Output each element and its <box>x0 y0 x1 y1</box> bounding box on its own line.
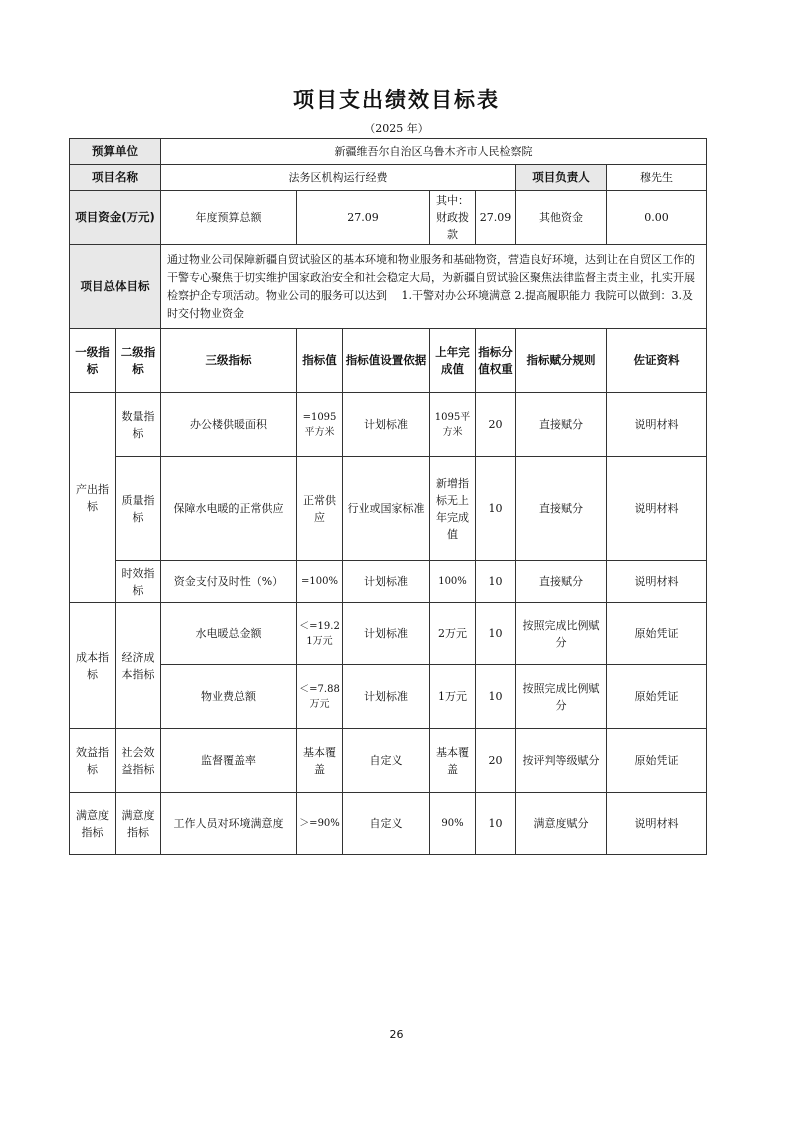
table-row <box>70 603 707 665</box>
header-level2: 二级指标 <box>116 329 161 393</box>
header-last-year: 上年完成值 <box>430 329 476 393</box>
indicator-weight: 10 <box>476 457 516 561</box>
subgroup-quality: 质量指标 <box>116 457 161 561</box>
subgroup-satisfaction: 满意度指标 <box>116 793 161 855</box>
indicator-last-year: 2万元 <box>430 603 476 665</box>
header-value: 指标值 <box>297 329 343 393</box>
indicator-value: ＞=90% <box>297 793 343 855</box>
indicator-basis: 行业或国家标准 <box>343 457 430 561</box>
subgroup-quantity: 数量指标 <box>116 393 161 457</box>
indicator-value: =1095平方米 <box>297 393 343 457</box>
header-basis: 指标值设置依据 <box>343 329 430 393</box>
indicator-last-year: 100% <box>430 561 476 603</box>
other-funds-cell <box>516 191 607 245</box>
indicator-name: 水电暖总金额 <box>161 603 297 665</box>
annual-total-value: 27.09 <box>297 191 430 245</box>
other-funds-label: 其他资金 <box>539 211 583 224</box>
table-row <box>70 729 707 793</box>
goal-text: 通过物业公司保障新疆自贸试验区的基本环境和物业服务和基础物资，营造良好环境，达到让在自贸区工作的干警专心聚焦于切实维护国家政治安全和社会稳定大局，为新疆自贸试验区聚焦法律监督主责主业，扎实开展检察护企专项活动。物业公司的服务可以达到 1.干警对办公环境满意 2.提高履职能力 我院可以做到：3.及时交付物业资金 <box>161 245 707 329</box>
indicator-name: 物业费总额 <box>161 665 297 729</box>
indicator-name: 工作人员对环境满意度 <box>161 793 297 855</box>
fiscal-value: 27.09 <box>476 191 516 245</box>
indicator-evidence: 说明材料 <box>607 457 707 561</box>
fiscal-label: 其中：财政拨款 <box>430 191 476 245</box>
goal-label: 项目总体目标 <box>70 245 161 329</box>
indicator-value: 正常供应 <box>297 457 343 561</box>
indicator-rule: 按照完成比例赋分 <box>516 603 607 665</box>
indicator-last-year: 90% <box>430 793 476 855</box>
indicator-last-year: 新增指标无上年完成值 <box>430 457 476 561</box>
project-name-label: 项目名称 <box>70 165 161 191</box>
group-benefit: 效益指标 <box>70 729 116 793</box>
indicator-evidence: 说明材料 <box>607 561 707 603</box>
indicator-rule: 按照完成比例赋分 <box>516 665 607 729</box>
indicator-basis: 计划标准 <box>343 561 430 603</box>
indicator-rule: 满意度赋分 <box>516 793 607 855</box>
indicator-weight: 10 <box>476 603 516 665</box>
header-level1: 一级指标 <box>70 329 116 393</box>
header-row <box>70 329 707 393</box>
annual-total-label: 年度预算总额 <box>161 191 297 245</box>
subgroup-economic: 经济成本指标 <box>116 603 161 729</box>
header-level3: 三级指标 <box>161 329 297 393</box>
group-satisfaction: 满意度指标 <box>70 793 116 855</box>
fund-label: 项目资金(万元) <box>70 191 161 245</box>
indicator-name: 监督覆盖率 <box>161 729 297 793</box>
indicator-last-year: 1095平方米 <box>430 393 476 457</box>
header-weight: 指标分值权重 <box>476 329 516 393</box>
budget-unit-value: 新疆维吾尔自治区乌鲁木齐市人民检察院 <box>161 139 707 165</box>
header-evidence: 佐证资料 <box>607 329 707 393</box>
subgroup-social: 社会效益指标 <box>116 729 161 793</box>
indicator-last-year: 1万元 <box>430 665 476 729</box>
table-row <box>70 665 707 729</box>
indicator-evidence: 原始凭证 <box>607 603 707 665</box>
indicator-basis: 计划标准 <box>343 665 430 729</box>
indicator-name: 保障水电暖的正常供应 <box>161 457 297 561</box>
indicator-value: ＜=19.21万元 <box>297 603 343 665</box>
indicator-name: 资金支付及时性（%） <box>161 561 297 603</box>
fund-row <box>70 191 707 245</box>
group-output: 产出指标 <box>70 393 116 603</box>
group-cost: 成本指标 <box>70 603 116 729</box>
budget-unit-row <box>70 139 707 165</box>
page-title: 项目支出绩效目标表 <box>293 88 500 112</box>
indicator-rule: 按评判等级赋分 <box>516 729 607 793</box>
indicator-weight: 10 <box>476 561 516 603</box>
indicator-weight: 10 <box>476 665 516 729</box>
page-number: 26 <box>389 1028 404 1041</box>
indicator-rule: 直接赋分 <box>516 561 607 603</box>
project-name-value: 法务区机构运行经费 <box>161 165 516 191</box>
year-label: （2025 年） <box>364 122 429 135</box>
indicator-rule: 直接赋分 <box>516 457 607 561</box>
indicator-evidence: 说明材料 <box>607 393 707 457</box>
indicator-basis: 计划标准 <box>343 393 430 457</box>
indicator-evidence: 说明材料 <box>607 793 707 855</box>
subgroup-timeliness: 时效指标 <box>116 561 161 603</box>
indicator-weight: 10 <box>476 793 516 855</box>
indicator-last-year: 基本覆盖 <box>430 729 476 793</box>
budget-unit-label: 预算单位 <box>70 139 161 165</box>
indicator-basis: 自定义 <box>343 729 430 793</box>
indicator-evidence: 原始凭证 <box>607 729 707 793</box>
indicator-basis: 自定义 <box>343 793 430 855</box>
indicator-weight: 20 <box>476 729 516 793</box>
table-row <box>70 457 707 561</box>
table-row <box>70 393 707 457</box>
indicator-value: ＜=7.88万元 <box>297 665 343 729</box>
other-funds-value: 0.00 <box>607 191 707 245</box>
indicator-evidence: 原始凭证 <box>607 665 707 729</box>
manager-label: 项目负责人 <box>516 165 607 191</box>
indicator-name: 办公楼供暖面积 <box>161 393 297 457</box>
indicator-rule: 直接赋分 <box>516 393 607 457</box>
header-rule: 指标赋分规则 <box>516 329 607 393</box>
performance-table <box>69 138 707 855</box>
indicator-weight: 20 <box>476 393 516 457</box>
table-row <box>70 561 707 603</box>
table-row <box>70 793 707 855</box>
indicator-value: 基本覆盖 <box>297 729 343 793</box>
goal-row <box>70 245 707 329</box>
manager-value: 穆先生 <box>607 165 707 191</box>
project-name-row <box>70 165 707 191</box>
indicator-basis: 计划标准 <box>343 603 430 665</box>
indicator-value: =100% <box>297 561 343 603</box>
